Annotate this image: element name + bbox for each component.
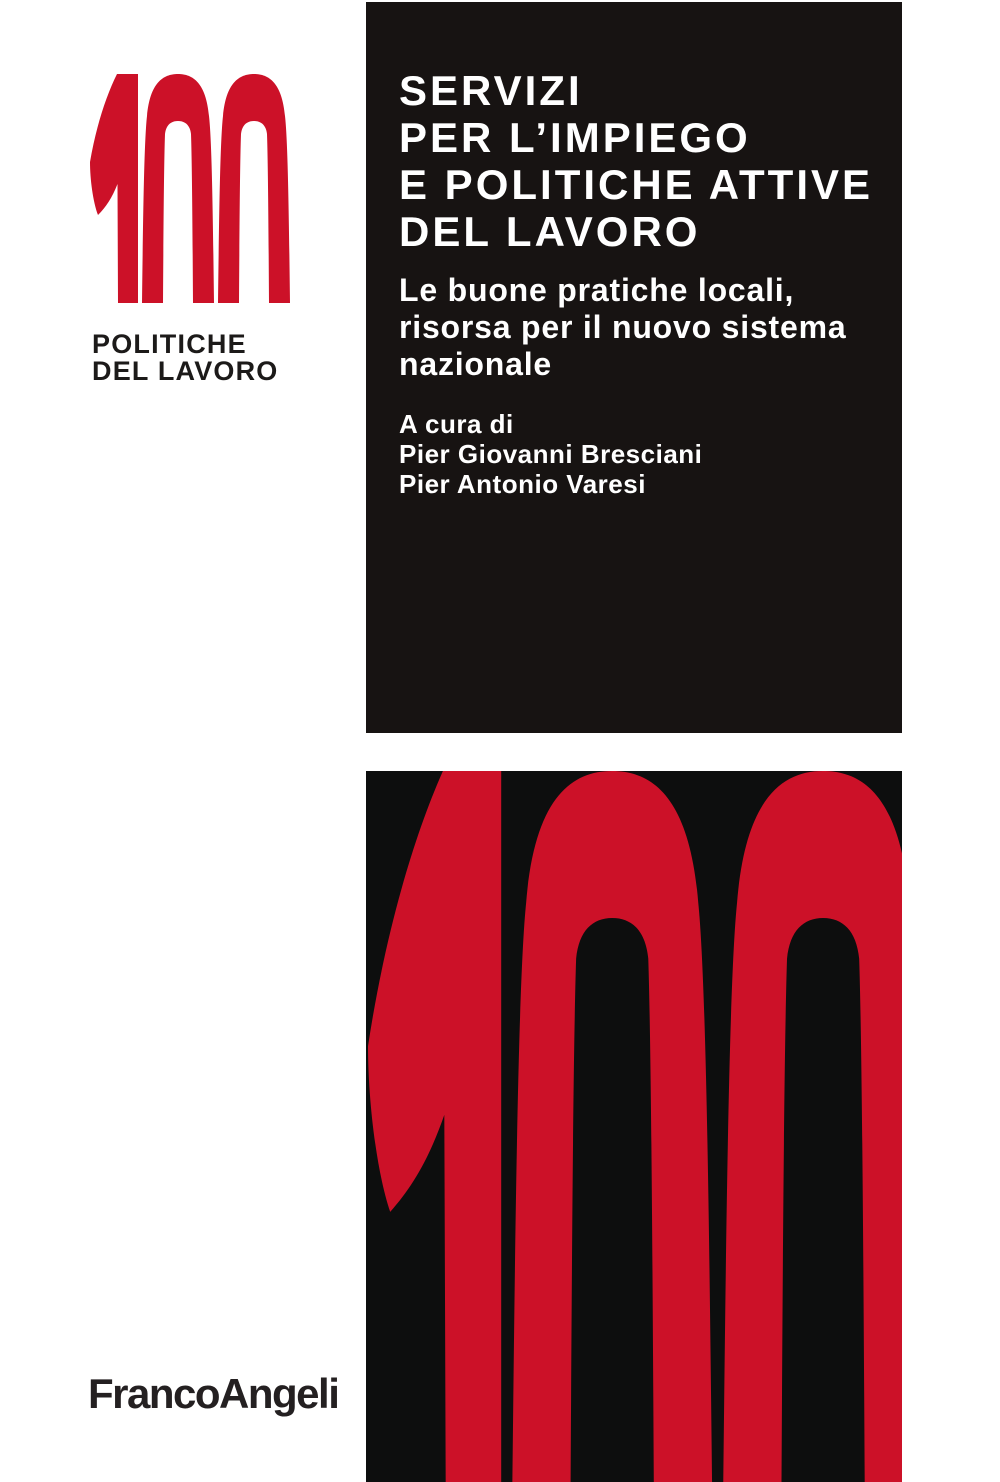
editor-name-1: Pier Giovanni Bresciani [399, 439, 703, 469]
editor-name-2: Pier Antonio Varesi [399, 469, 646, 499]
book-editors [399, 409, 702, 499]
title-panel [366, 2, 902, 733]
publisher-logo: FrancoAngeli [88, 1370, 339, 1417]
book-subtitle-line3: nazionale [399, 346, 553, 382]
book-title-line2: PER L’IMPIEGO [399, 114, 751, 161]
book-subtitle-line1: Le buone pratiche locali, [399, 272, 795, 308]
series-collection-line1: POLITICHE [92, 329, 247, 359]
book-title-line4: DEL LAVORO [399, 208, 701, 255]
book-title-line1: SERVIZI [399, 67, 583, 114]
series-collection-name [92, 331, 279, 385]
book-title-line3: E POLITICHE ATTIVE [399, 161, 874, 208]
series-collection-line2: DEL LAVORO [92, 356, 279, 386]
bottom-panel [366, 771, 902, 1482]
series-100-logo [90, 74, 290, 303]
giant-100-graphic [368, 771, 902, 1482]
editors-intro: A cura di [399, 409, 514, 439]
book-title [399, 67, 873, 255]
book-subtitle [399, 272, 846, 383]
book-subtitle-line2: risorsa per il nuovo sistema [399, 309, 847, 345]
